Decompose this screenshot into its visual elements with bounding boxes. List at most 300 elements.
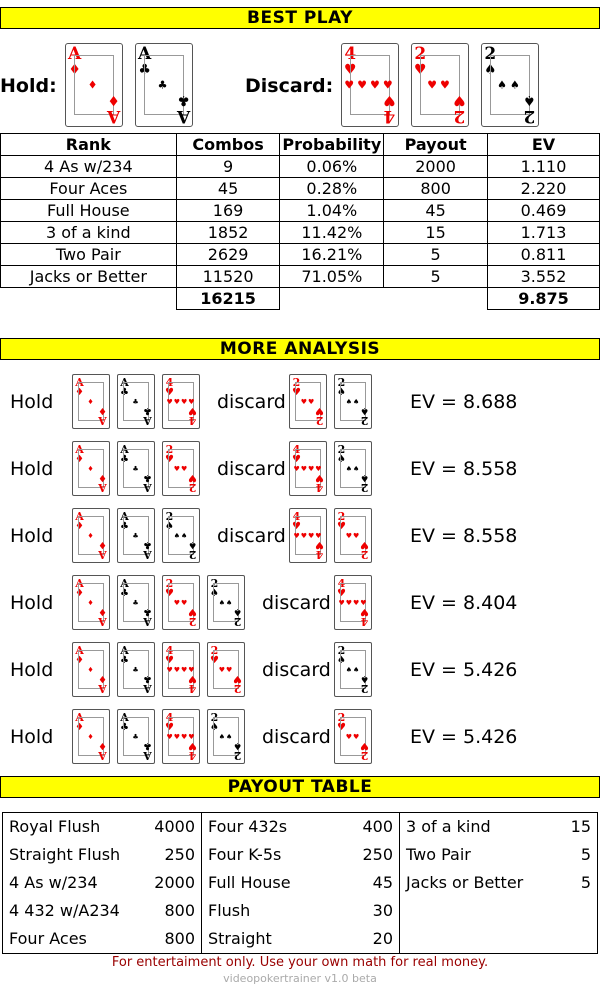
card-suit-icon: ♥: [344, 62, 357, 78]
card-rank: 2: [210, 577, 219, 590]
table-row: [1, 244, 600, 266]
card-rank: A: [75, 376, 84, 389]
card-pips: ♥♥: [300, 397, 316, 406]
playing-card: [72, 642, 110, 697]
card-suit-icon: ♠: [165, 521, 174, 532]
playing-card: [117, 441, 155, 496]
cell-rank: 3 of a kind: [1, 222, 177, 244]
playing-card: [117, 575, 155, 630]
card-suit-icon: ♥: [165, 655, 174, 666]
cell-combos: 45: [176, 178, 280, 200]
card-rank: A: [75, 443, 84, 456]
card-suit-icon: ♣: [120, 722, 129, 733]
payout-row: [406, 869, 591, 897]
card-suit-icon: ♦: [75, 722, 84, 733]
col-header-combos: Combos: [176, 134, 280, 156]
playing-card: [162, 508, 200, 563]
card-suit-icon: ♣: [143, 405, 152, 416]
payout-hand: Two Pair: [406, 845, 471, 864]
card-pips: ♣: [132, 531, 140, 540]
payout-row: [208, 841, 393, 869]
cell-probability: 11.42%: [280, 222, 384, 244]
card-suit-icon: ♥: [337, 722, 346, 733]
card-pips: ♠♠: [218, 598, 234, 607]
cell-ev: 0.469: [487, 200, 599, 222]
card-rank: 4: [344, 44, 357, 64]
card-suit-icon: ♠: [484, 62, 497, 78]
card-rank: 4: [188, 682, 197, 695]
card-suit-icon: ♥: [188, 606, 197, 617]
playing-card: [117, 709, 155, 764]
card-pips: ♥♥: [218, 665, 234, 674]
card-suit-icon: ♥: [233, 673, 242, 684]
card-pips: ♠♠: [497, 78, 523, 92]
card-suit-icon: ♥: [165, 722, 174, 733]
totals-spacer: [280, 288, 384, 310]
card-rank: 2: [337, 443, 346, 456]
card-pips: ♠♠: [345, 464, 361, 473]
card-pips: ♦: [87, 732, 95, 741]
card-pips: ♦: [87, 531, 95, 540]
card-rank: 4: [315, 481, 324, 494]
card-rank: 2: [165, 443, 174, 456]
cell-combos: 11520: [176, 266, 280, 288]
total-ev: 9.875: [487, 288, 599, 310]
hold-label: Hold: [10, 726, 54, 748]
cell-combos: 9: [176, 156, 280, 178]
discard-label: discard: [217, 458, 286, 480]
hold-label: Hold:: [0, 75, 57, 97]
stats-table: [0, 133, 600, 310]
card-suit-icon: ♠: [337, 655, 346, 666]
table-row: [1, 156, 600, 178]
card-suit-icon: ♥: [360, 606, 369, 617]
card-suit-icon: ♣: [120, 588, 129, 599]
playing-card: [117, 642, 155, 697]
card-rank: A: [176, 106, 190, 126]
card-rank: A: [138, 44, 152, 64]
cell-rank: Jacks or Better: [1, 266, 177, 288]
cell-combos: 2629: [176, 244, 280, 266]
playing-card: [162, 642, 200, 697]
card-suit-icon: ♥: [360, 740, 369, 751]
total-combos: 16215: [176, 288, 280, 310]
card-rank: A: [120, 376, 129, 389]
card-pips: ♥♥: [345, 732, 361, 741]
playing-card: [481, 43, 539, 127]
card-suit-icon: ♦: [98, 606, 107, 617]
card-pips: ♠♠: [173, 531, 189, 540]
card-suit-icon: ♥: [188, 472, 197, 483]
cell-payout: 15: [384, 222, 488, 244]
card-rank: A: [120, 443, 129, 456]
card-rank: A: [75, 577, 84, 590]
payout-row: [406, 841, 591, 869]
payout-amount: 2000: [154, 873, 195, 892]
cell-payout: 45: [384, 200, 488, 222]
payout-row: [208, 925, 393, 953]
hold-label: Hold: [10, 592, 54, 614]
ev-value: EV = 8.404: [410, 592, 518, 614]
payout-amount: 45: [372, 873, 393, 892]
card-rank: A: [98, 548, 107, 561]
card-rank: A: [106, 106, 120, 126]
card-suit-icon: ♠: [337, 387, 346, 398]
card-suit-icon: ♠: [233, 740, 242, 751]
card-pips: ♠♠: [345, 665, 361, 674]
payout-hand: 4 As w/234: [9, 873, 98, 892]
discard-label: discard: [217, 525, 286, 547]
cell-ev: 1.110: [487, 156, 599, 178]
card-rank: 4: [188, 414, 197, 427]
card-rank: 4: [360, 615, 369, 628]
discard-label: discard: [262, 659, 331, 681]
card-suit-icon: ♥: [292, 387, 301, 398]
totals-row: [1, 288, 600, 310]
payout-hand: Flush: [208, 901, 251, 920]
card-rank: 2: [233, 749, 242, 762]
discard-label: discard: [217, 391, 286, 413]
card-suit-icon: ♦: [98, 405, 107, 416]
card-suit-icon: ♦: [75, 387, 84, 398]
playing-card: [334, 575, 372, 630]
payout-row: [208, 869, 393, 897]
stats-header-row: [1, 134, 600, 156]
cell-ev: 1.713: [487, 222, 599, 244]
cell-combos: 1852: [176, 222, 280, 244]
best-play-banner: BEST PLAY: [0, 7, 600, 29]
table-row: [1, 200, 600, 222]
card-suit-icon: ♦: [75, 521, 84, 532]
payout-amount: 400: [362, 817, 393, 836]
cell-ev: 0.811: [487, 244, 599, 266]
payout-table-banner: PAYOUT TABLE: [0, 776, 600, 798]
card-suit-icon: ♦: [68, 62, 81, 78]
ev-value: EV = 8.558: [410, 525, 518, 547]
card-suit-icon: ♠: [360, 472, 369, 483]
payout-amount: 800: [164, 929, 195, 948]
playing-card: [334, 508, 372, 563]
payout-amount: 20: [372, 929, 393, 948]
card-suit-icon: ♣: [143, 606, 152, 617]
card-rank: 4: [165, 644, 174, 657]
disclaimer-text: For entertaiment only. Use your own math for real money.: [111, 955, 489, 970]
playing-card: [162, 575, 200, 630]
card-suit-icon: ♣: [143, 472, 152, 483]
card-rank: 4: [188, 749, 197, 762]
card-suit-icon: ♣: [120, 655, 129, 666]
playing-card: [72, 374, 110, 429]
payout-row: [9, 841, 195, 869]
card-pips: ♠♠: [345, 397, 361, 406]
card-suit-icon: ♠: [233, 606, 242, 617]
card-rank: 4: [165, 711, 174, 724]
hold-label: Hold: [10, 391, 54, 413]
card-rank: A: [98, 481, 107, 494]
card-pips: ♣: [132, 464, 140, 473]
card-rank: A: [143, 615, 152, 628]
totals-spacer: [384, 288, 488, 310]
playing-card: [411, 43, 469, 127]
card-suit-icon: ♦: [75, 655, 84, 666]
cell-payout: 2000: [384, 156, 488, 178]
cell-probability: 16.21%: [280, 244, 384, 266]
card-suit-icon: ♦: [107, 92, 120, 108]
card-rank: 4: [383, 106, 396, 126]
payout-amount: 800: [164, 901, 195, 920]
cell-probability: 71.05%: [280, 266, 384, 288]
card-rank: 2: [210, 711, 219, 724]
card-suit-icon: ♠: [360, 405, 369, 416]
playing-card: [207, 642, 245, 697]
card-rank: A: [120, 644, 129, 657]
card-pips: ♥♥: [345, 531, 361, 540]
card-suit-icon: ♥: [165, 387, 174, 398]
discard-label: discard: [262, 592, 331, 614]
card-rank: A: [98, 615, 107, 628]
cell-combos: 169: [176, 200, 280, 222]
payout-row: [208, 813, 393, 841]
card-suit-icon: ♣: [138, 62, 151, 78]
payout-hand: Four 432s: [208, 817, 288, 836]
card-suit-icon: ♦: [75, 588, 84, 599]
card-rank: 2: [165, 577, 174, 590]
card-suit-icon: ♠: [188, 539, 197, 550]
card-pips: ♥♥♥♥: [344, 78, 396, 92]
card-suit-icon: ♠: [360, 673, 369, 684]
cell-probability: 0.06%: [280, 156, 384, 178]
card-suit-icon: ♥: [292, 521, 301, 532]
payout-table: [2, 812, 598, 954]
card-suit-icon: ♣: [143, 740, 152, 751]
payout-hand: Straight: [208, 929, 272, 948]
card-pips: ♥♥♥♥: [293, 464, 323, 473]
card-pips: ♣: [157, 78, 171, 92]
col-header-ev: EV: [487, 134, 599, 156]
playing-card: [162, 709, 200, 764]
card-suit-icon: ♣: [177, 92, 190, 108]
card-rank: 2: [360, 481, 369, 494]
card-rank: 4: [292, 443, 301, 456]
table-row: [1, 178, 600, 200]
playing-card: [162, 441, 200, 496]
payout-amount: 30: [372, 901, 393, 920]
card-rank: 2: [523, 106, 536, 126]
playing-card: [289, 441, 327, 496]
card-pips: ♥♥: [173, 464, 189, 473]
card-rank: A: [75, 510, 84, 523]
payout-hand: 4 432 w/A234: [9, 901, 120, 920]
card-rank: A: [120, 577, 129, 590]
card-rank: A: [68, 44, 82, 64]
card-rank: A: [143, 548, 152, 561]
card-pips: ♦: [87, 78, 101, 92]
card-pips: ♥♥♥♥: [293, 531, 323, 540]
cell-ev: 2.220: [487, 178, 599, 200]
payout-amount: 15: [570, 817, 591, 836]
playing-card: [72, 441, 110, 496]
cell-payout: 5: [384, 266, 488, 288]
payout-amount: 5: [580, 873, 591, 892]
cell-rank: Four Aces: [1, 178, 177, 200]
playing-card: [72, 575, 110, 630]
card-rank: 2: [233, 615, 242, 628]
card-suit-icon: ♥: [210, 655, 219, 666]
card-pips: ♣: [132, 665, 140, 674]
payout-row: [9, 869, 195, 897]
card-suit-icon: ♥: [292, 454, 301, 465]
card-rank: A: [98, 414, 107, 427]
playing-card: [207, 709, 245, 764]
col-header-rank: Rank: [1, 134, 177, 156]
payout-row: [9, 813, 195, 841]
card-rank: 2: [188, 481, 197, 494]
playing-card: [289, 508, 327, 563]
card-pips: ♥♥♥♥: [166, 732, 196, 741]
payout-hand: Straight Flush: [9, 845, 121, 864]
card-suit-icon: ♦: [98, 539, 107, 550]
card-rank: A: [143, 682, 152, 695]
card-pips: ♦: [87, 397, 95, 406]
more-analysis-banner: MORE ANALYSIS: [0, 338, 600, 360]
playing-card: [289, 374, 327, 429]
playing-card: [72, 709, 110, 764]
card-suit-icon: ♣: [143, 673, 152, 684]
version-text: videopokertrainer v1.0 beta: [223, 972, 377, 985]
card-rank: 4: [337, 577, 346, 590]
payout-row: [9, 925, 195, 953]
card-rank: 2: [360, 749, 369, 762]
card-rank: 2: [337, 644, 346, 657]
playing-card: [341, 43, 399, 127]
cell-payout: 5: [384, 244, 488, 266]
card-rank: A: [143, 414, 152, 427]
playing-card: [334, 709, 372, 764]
card-suit-icon: ♥: [165, 454, 174, 465]
card-rank: 2: [188, 548, 197, 561]
card-rank: A: [98, 749, 107, 762]
playing-card: [65, 43, 123, 127]
card-suit-icon: ♥: [414, 62, 427, 78]
card-rank: A: [143, 481, 152, 494]
card-suit-icon: ♦: [75, 454, 84, 465]
payout-hand: Jacks or Better: [406, 873, 524, 892]
playing-card: [334, 642, 372, 697]
card-suit-icon: ♥: [315, 539, 324, 550]
playing-card: [334, 441, 372, 496]
payout-column: [202, 813, 400, 953]
card-rank: 2: [292, 376, 301, 389]
payout-hand: Royal Flush: [9, 817, 101, 836]
card-rank: 2: [337, 510, 346, 523]
cell-probability: 0.28%: [280, 178, 384, 200]
card-rank: 2: [165, 510, 174, 523]
playing-card: [207, 575, 245, 630]
card-suit-icon: ♣: [120, 454, 129, 465]
payout-column: [3, 813, 202, 953]
card-suit-icon: ♦: [98, 740, 107, 751]
card-suit-icon: ♠: [210, 588, 219, 599]
cell-probability: 1.04%: [280, 200, 384, 222]
payout-hand: 3 of a kind: [406, 817, 491, 836]
payout-row: [406, 813, 591, 841]
hold-label: Hold: [10, 525, 54, 547]
card-rank: A: [75, 711, 84, 724]
card-pips: ♦: [87, 665, 95, 674]
card-pips: ♥♥: [173, 598, 189, 607]
ev-value: EV = 5.426: [410, 726, 518, 748]
card-suit-icon: ♦: [98, 673, 107, 684]
card-rank: 2: [188, 615, 197, 628]
card-pips: ♥♥: [427, 78, 453, 92]
payout-amount: 4000: [154, 817, 195, 836]
card-rank: A: [120, 510, 129, 523]
playing-card: [162, 374, 200, 429]
card-pips: ♥♥♥♥: [166, 665, 196, 674]
card-suit-icon: ♥: [337, 588, 346, 599]
card-rank: 4: [292, 510, 301, 523]
card-rank: A: [120, 711, 129, 724]
card-rank: 2: [360, 548, 369, 561]
playing-card: [334, 374, 372, 429]
payout-amount: 250: [164, 845, 195, 864]
card-rank: 2: [414, 44, 427, 64]
table-row: [1, 266, 600, 288]
card-pips: ♦: [87, 598, 95, 607]
payout-column: [400, 813, 597, 953]
card-suit-icon: ♠: [337, 454, 346, 465]
card-rank: A: [143, 749, 152, 762]
card-suit-icon: ♣: [120, 387, 129, 398]
payout-amount: 250: [362, 845, 393, 864]
card-suit-icon: ♥: [165, 588, 174, 599]
cell-rank: Two Pair: [1, 244, 177, 266]
card-suit-icon: ♥: [188, 740, 197, 751]
card-rank: 2: [453, 106, 466, 126]
card-suit-icon: ♥: [337, 521, 346, 532]
card-suit-icon: ♥: [315, 405, 324, 416]
hold-label: Hold: [10, 458, 54, 480]
card-suit-icon: ♦: [98, 472, 107, 483]
cell-rank: 4 As w/234: [1, 156, 177, 178]
playing-card: [117, 508, 155, 563]
card-suit-icon: ♥: [453, 92, 466, 108]
payout-amount: 5: [580, 845, 591, 864]
card-suit-icon: ♥: [188, 405, 197, 416]
payout-row: [208, 897, 393, 925]
card-pips: ♦: [87, 464, 95, 473]
card-rank: A: [98, 682, 107, 695]
card-pips: ♠♠: [218, 732, 234, 741]
card-rank: 2: [360, 414, 369, 427]
card-rank: 2: [484, 44, 497, 64]
cell-rank: Full House: [1, 200, 177, 222]
ev-value: EV = 8.558: [410, 458, 518, 480]
card-pips: ♣: [132, 732, 140, 741]
payout-hand: Full House: [208, 873, 291, 892]
card-suit-icon: ♥: [188, 673, 197, 684]
card-rank: 2: [315, 414, 324, 427]
card-suit-icon: ♣: [120, 521, 129, 532]
card-rank: 2: [337, 711, 346, 724]
card-pips: ♥♥♥♥: [338, 598, 368, 607]
col-header-payout: Payout: [384, 134, 488, 156]
card-suit-icon: ♥: [315, 472, 324, 483]
card-pips: ♥♥♥♥: [166, 397, 196, 406]
card-suit-icon: ♠: [210, 722, 219, 733]
card-rank: 2: [360, 682, 369, 695]
discard-label: Discard:: [245, 75, 334, 97]
